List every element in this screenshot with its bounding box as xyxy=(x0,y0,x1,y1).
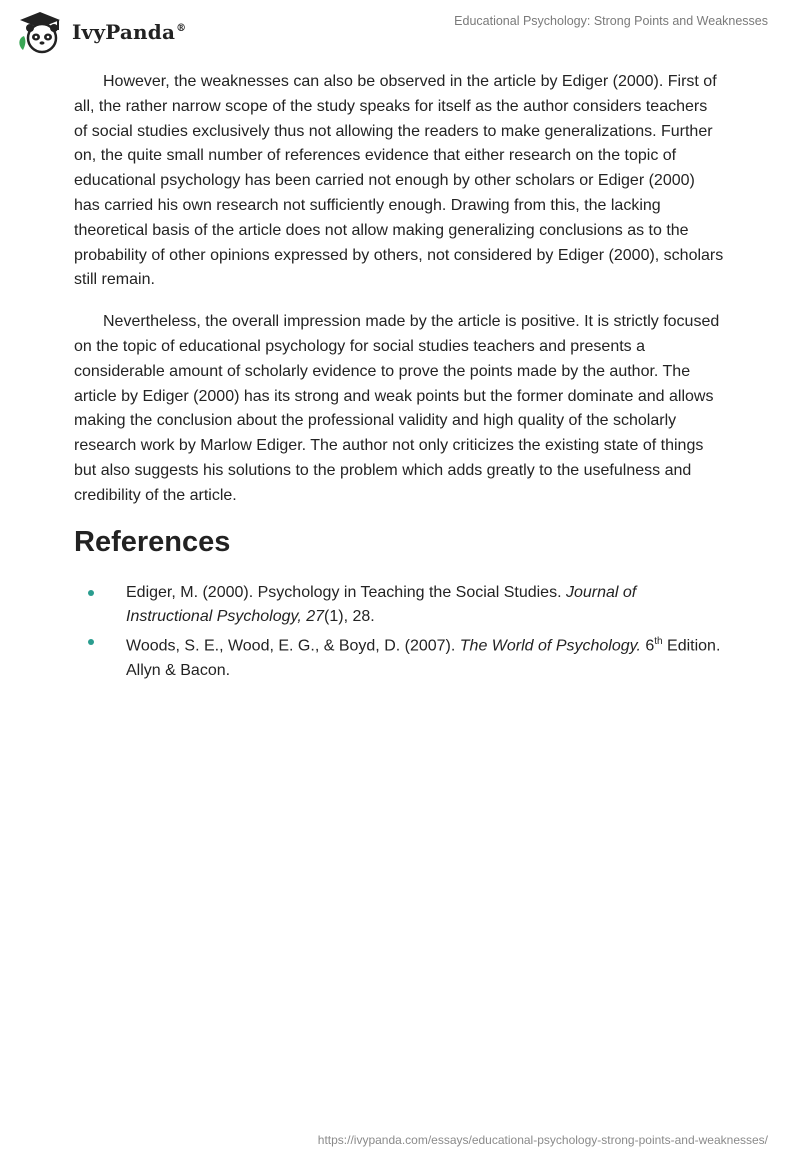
source-url[interactable]: https://ivypanda.com/essays/educational-psychology-strong-points-and-weaknesses/ xyxy=(317,1133,768,1147)
panda-graduate-icon xyxy=(14,8,66,56)
bullet-icon xyxy=(88,639,94,645)
paragraph-conclusion: Nevertheless, the overall impression made by the article is positive. It is strictly focused on the topic of educational psychology for social studies teachers and presents a considerable amount of scholarly evidence to prove the points made by the author. The article by Ediger (2000) has its strong and weak points but the former dominate and allows making the conclusion about the professional validity and high quality of the scholarly research work by Marlow Ediger. The author not only criticizes the existing state of things but also suggests his solutions to the problem which adds greatly to the usefulness and credibility of the article. xyxy=(74,313,720,504)
references-heading: References xyxy=(74,525,231,558)
references-list xyxy=(74,581,724,685)
ivypanda-logo[interactable] xyxy=(14,8,186,56)
reference-item: Woods, S. E., Wood, E. G., & Boyd, D. (2007). The World of Psychology. 6th Edition. Allyn & Bacon. xyxy=(74,630,724,684)
page-header xyxy=(0,0,800,64)
paragraph-weaknesses: However, the weaknesses can also be observed in the article by Ediger (2000). First of all, the rather narrow scope of the study speaks for itself as the author considers teachers of social studies exclusively thus not allowing the readers to make generalizations. Further on, the quite small number of references evidence that either research on the topic of educational psychology has been carried not enough by other scholars or Ediger (2000) has carried his own research not sufficiently enough. Drawing from this, the lacking theoretical basis of the article does not allow making generalizing conclusions as to the probability of other opinions expressed by others, not considered by Ediger (2000), scholars still remain. xyxy=(74,73,724,289)
essay-content xyxy=(74,70,724,684)
logo-text: IvyPanda® xyxy=(72,20,187,44)
bullet-icon xyxy=(88,590,94,596)
reference-item: Ediger, M. (2000). Psychology in Teaching the Social Studies. Journal of Instructional Psychology, 27(1), 28. xyxy=(74,581,724,631)
document-title: Educational Psychology: Strong Points and Weaknesses xyxy=(454,14,768,28)
